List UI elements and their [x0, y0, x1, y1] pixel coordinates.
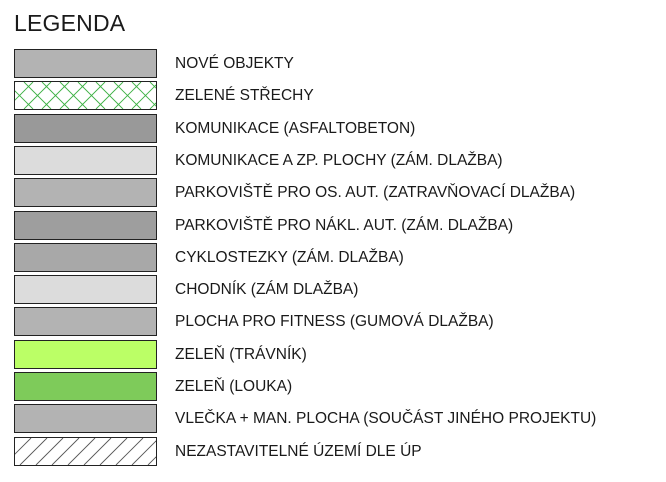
- crosshatch-pattern: [15, 82, 156, 109]
- legend-item: [0, 404, 666, 436]
- legend-swatch: [14, 178, 157, 207]
- legend-item: [0, 81, 666, 113]
- legend-item: [0, 114, 666, 146]
- legend-item-label: ZELENÉ STŘECHY: [175, 87, 314, 105]
- legend-item: [0, 178, 666, 210]
- legend-item: [0, 49, 666, 81]
- legend-item-label: VLEČKA + MAN. PLOCHA (SOUČÁST JINÉHO PROJEKTU): [175, 410, 597, 428]
- legend-swatch: [14, 340, 157, 369]
- legend-item: [0, 372, 666, 404]
- legend-item: [0, 275, 666, 307]
- legend-swatch: [14, 372, 157, 401]
- legend-item-label: PLOCHA PRO FITNESS (GUMOVÁ DLAŽBA): [175, 313, 494, 331]
- legend-swatch: [14, 275, 157, 304]
- legend-item-label: ZELEŇ (LOUKA): [175, 378, 293, 395]
- legend-item-label: CYKLOSTEZKY (ZÁM. DLAŽBA): [175, 248, 404, 266]
- legend-swatch: [14, 404, 157, 433]
- legend-item: [0, 243, 666, 275]
- legend-swatch: [14, 114, 157, 143]
- legend-item-label: CHODNÍK (ZÁM DLAŽBA): [175, 281, 359, 299]
- legend-item: [0, 437, 666, 469]
- legend-swatch: [14, 146, 157, 175]
- legend-item-label: KOMUNIKACE A ZP. PLOCHY (ZÁM. DLAŽBA): [175, 151, 503, 169]
- legend-swatch: [14, 81, 157, 110]
- legend-swatch: [14, 211, 157, 240]
- legend-item: [0, 340, 666, 372]
- legend-item: [0, 307, 666, 339]
- legend-swatch: [14, 437, 157, 466]
- legend-item-label: KOMUNIKACE (ASFALTOBETON): [175, 119, 416, 137]
- legend-item: [0, 211, 666, 243]
- legend-item-label: PARKOVIŠTĚ PRO NÁKL. AUT. (ZÁM. DLAŽBA): [175, 216, 514, 234]
- legend-item-label: PARKOVIŠTĚ PRO OS. AUT. (ZATRAVŇOVACÍ DLAŽBA): [175, 184, 576, 202]
- legend-title: LEGENDA: [14, 10, 126, 36]
- legend-item-label: NOVÉ OBJEKTY: [175, 55, 294, 72]
- legend-item: [0, 146, 666, 178]
- hatch-pattern: [15, 438, 156, 465]
- legend-item-label: ZELEŇ (TRÁVNÍK): [175, 345, 307, 363]
- legend-swatch: [14, 49, 157, 78]
- legend-swatch: [14, 243, 157, 272]
- legend-item-label: NEZASTAVITELNÉ ÚZEMÍ DLE ÚP: [175, 442, 422, 460]
- legend-swatch: [14, 307, 157, 336]
